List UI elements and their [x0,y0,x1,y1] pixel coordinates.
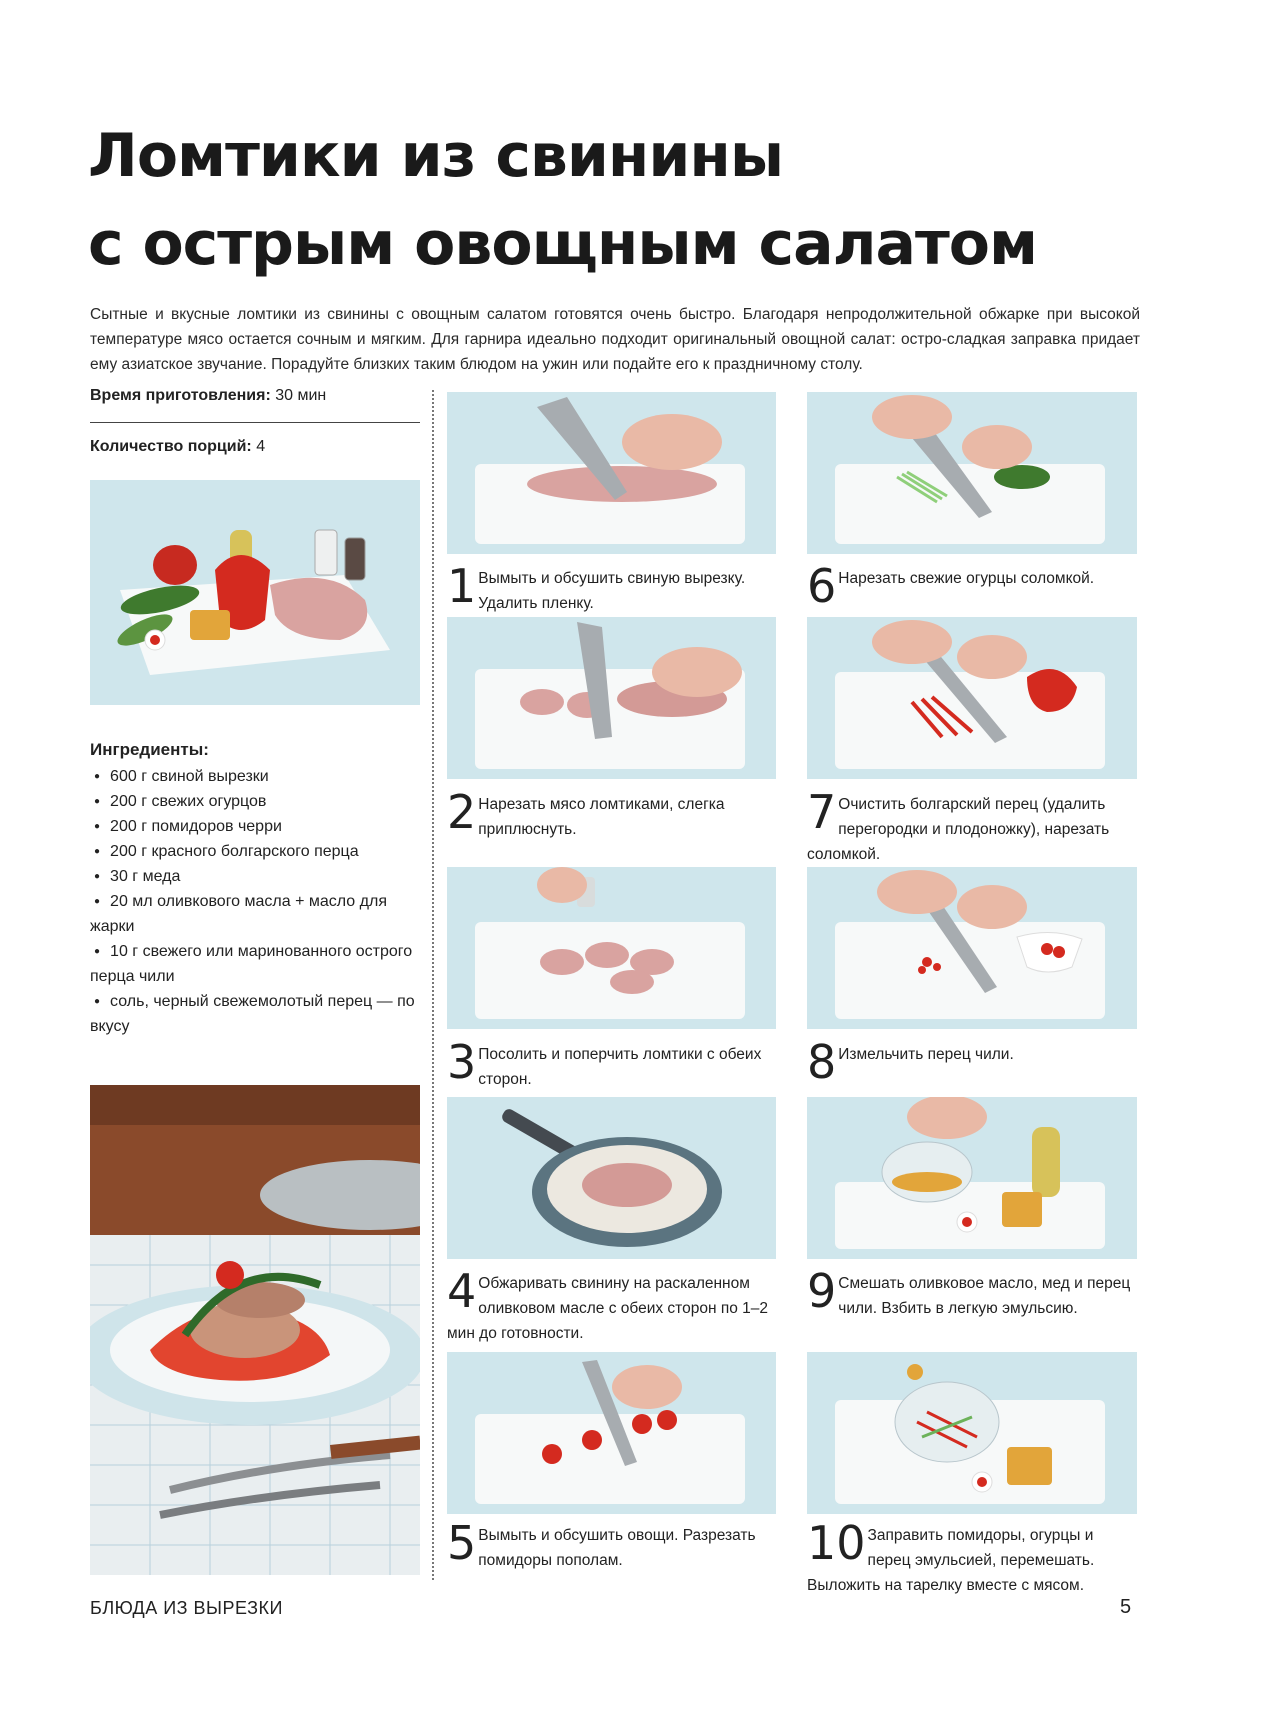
step-text: Очистить болгарский перец (удалить перегородки и плодоножку), нарезать соломкой. [807,796,1110,863]
step-text: Вымыть и обсушить свиную вырезку. Удалить пленку. [478,570,746,612]
ingredient-item: ● 10 г свежего или маринованного острого перца чили [90,939,420,989]
step-6 [807,559,1137,613]
ingredient-item: ● 20 мл оливкового масла + масло для жарки [90,889,420,939]
ingredient-item: ● 30 г меда [90,864,420,889]
ingredients-photo [90,480,420,705]
title-line-2: с острым овощным салатом [88,209,1038,279]
step-text: Вымыть и обсушить овощи. Разрезать помидоры пополам. [478,1527,756,1569]
step-number: 1 [447,559,477,613]
step-photo-4 [447,1097,776,1259]
step-text: Посолить и поперчить ломтики с обеих сторон. [478,1046,762,1088]
step-number: 7 [807,785,837,839]
step-photo-1 [447,392,776,554]
servings-label: Количество порций: [90,438,252,455]
step-number: 6 [807,559,837,613]
step-8 [807,1035,1137,1089]
prep-time-value: 30 мин [275,387,327,404]
step-number: 8 [807,1035,837,1089]
dish-photo [90,1085,420,1575]
step-photo-10 [807,1352,1137,1514]
step-text: Измельчить перец чили. [838,1046,1014,1063]
step-text: Обжаривать свинину на раскаленном оливковом масле с обеих сторон по 1–2 мин до готовности. [447,1275,769,1342]
step-text: Заправить помидоры, огурцы и перец эмульсией, перемешать. Выложить на тарелку вместе с мясом. [807,1527,1095,1594]
step-photo-8 [807,867,1137,1029]
step-photo-7 [807,617,1137,779]
step-photo-5 [447,1352,776,1514]
meta-divider [90,422,420,423]
step-text: Нарезать мясо ломтиками, слегка приплюснуть. [478,796,725,838]
step-photo-2 [447,617,776,779]
step-number: 5 [447,1516,477,1570]
ingredient-item: ● соль, черный свежемолотый перец — по вкусу [90,989,420,1039]
column-divider [432,390,434,1580]
ingredients-list [90,764,420,1039]
prep-time [90,387,420,405]
servings-value: 4 [256,438,266,455]
step-number: 10 [807,1516,866,1570]
ingredient-item: ● 600 г свиной вырезки [90,764,420,789]
step-number: 9 [807,1264,837,1318]
ingredients-title: Ингредиенты: [90,740,209,759]
ingredient-item: ● 200 г помидоров черри [90,814,420,839]
step-number: 3 [447,1035,477,1089]
step-photo-3 [447,867,776,1029]
step-5 [447,1516,777,1573]
step-photo-9 [807,1097,1137,1259]
step-7 [807,785,1137,867]
ingredient-item: ● 200 г красного болгарского перца [90,839,420,864]
intro-paragraph: Сытные и вкусные ломтики из свинины с овощным салатом готовятся очень быстро. Благодаря непродолжительной обжарке при высокой температуре мясо остается сочным и мягким. Для гарнира идеально подходит оригинальный овощной салат: остро-сладкая заправка придает ему азиатское звучание. Порадуйте близких таким блюдом на ужин или подайте его к праздничному столу. [90,305,1140,373]
page-title [88,112,1037,288]
title-line-1: Ломтики из свинины [88,121,784,191]
step-2 [447,785,777,842]
step-3 [447,1035,777,1092]
servings [90,438,420,456]
step-photo-6 [807,392,1137,554]
step-9 [807,1264,1137,1321]
step-text: Нарезать свежие огурцы соломкой. [838,570,1095,587]
step-1 [447,559,777,616]
step-10 [807,1516,1137,1598]
step-text: Смешать оливковое масло, мед и перец чили. Взбить в легкую эмульсию. [838,1275,1131,1317]
step-number: 4 [447,1264,477,1318]
prep-time-label: Время приготовления: [90,387,271,404]
step-4 [447,1264,777,1346]
step-number: 2 [447,785,477,839]
page-number: 5 [1120,1596,1132,1618]
ingredient-item: ● 200 г свежих огурцов [90,789,420,814]
footer-section-title: БЛЮДА ИЗ ВЫРЕЗКИ [90,1598,283,1618]
